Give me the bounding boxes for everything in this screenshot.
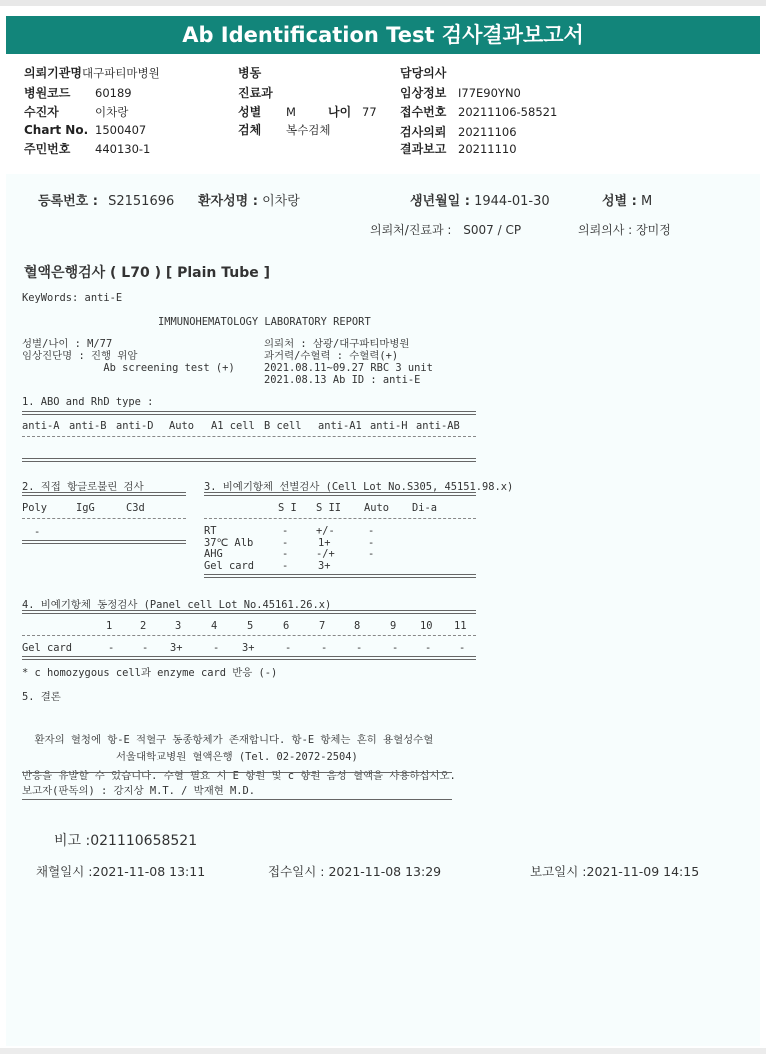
patient-value: 이차랑 — [95, 105, 129, 119]
panel-header: 2 — [140, 620, 147, 632]
report-date-value: 2021-11-09 14:15 — [586, 864, 700, 879]
dob-value: 1944-01-30 — [474, 194, 550, 209]
screen-cell: - — [368, 525, 375, 537]
panel-header: 5 — [247, 620, 254, 632]
screen-cell: 3+ — [318, 559, 331, 572]
header-dept-row — [238, 84, 273, 101]
panel-note: * c homozygous cell과 enzyme card 반응 (-) — [22, 667, 278, 679]
panel-title: 4. 비예기항체 동정검사 (Panel cell Lot No.45161.26.x) — [22, 599, 332, 611]
header-clinical-row — [400, 84, 521, 101]
report-title: Ab Identification Test 검사결과보고서 — [6, 16, 760, 54]
info-diagnosis: 임상진단명 : 진행 위암 — [22, 350, 138, 362]
abo-header: anti-A1 — [318, 420, 362, 432]
registration-value: S2151696 — [108, 194, 175, 209]
screen-cell: - — [282, 536, 289, 549]
panel-cell: - — [285, 642, 292, 654]
screen-cell: - — [282, 525, 289, 537]
request-date-value: 20211106 — [458, 125, 517, 139]
panel-row-label: Gel card — [22, 642, 73, 654]
panel-header: 3 — [175, 620, 182, 632]
dat-header: C3d — [126, 502, 145, 514]
conclusion-line: 환자의 혈청에 항-E 적혈구 동종항체가 존재합니다. 항-E 항체는 흔히 용혈성수혈 — [22, 734, 434, 746]
report-sex-value: M — [640, 194, 653, 209]
dat-header: Poly — [22, 502, 48, 514]
screen-cell: +/- — [316, 525, 335, 537]
receive-value: 2021-11-08 13:29 — [328, 864, 442, 879]
panel-header: 9 — [390, 620, 397, 632]
divider — [22, 492, 186, 496]
panel-cell: 3+ — [242, 642, 255, 654]
ssn-value: 440130-1 — [95, 142, 151, 156]
specimen-label: 검체 — [238, 123, 262, 137]
header-ssn-row — [24, 140, 150, 157]
receipt-no-label: 접수번호 — [400, 105, 447, 119]
panel-cell: - — [108, 642, 115, 654]
info-right — [264, 338, 433, 386]
header-ward-row — [238, 64, 261, 81]
header-request-row — [400, 123, 517, 140]
patient-name-row — [198, 190, 300, 209]
result-date-label: 결과보고 — [400, 142, 447, 156]
abo-header: anti-A — [22, 420, 60, 432]
hospital-value: 대구파티마병원 — [82, 66, 160, 80]
divider — [22, 799, 452, 800]
remark-row — [54, 830, 197, 850]
dat-poly-value: - — [34, 526, 41, 538]
abo-header: A1 cell — [211, 420, 255, 432]
abo-header: anti-B — [69, 420, 107, 432]
divider — [22, 635, 476, 636]
sex-label: 성별 — [238, 105, 262, 119]
report-doctor-value: 장미정 — [636, 223, 671, 237]
doctor-label: 담당의사 — [400, 66, 447, 80]
screen-row-label: RT — [204, 525, 217, 537]
header-result-row — [400, 140, 517, 157]
report-doctor-label: 의뢰의사 : — [578, 223, 633, 237]
dob-row — [410, 190, 550, 209]
abo-title: 1. ABO and RhD type : — [22, 396, 154, 408]
abo-header: Auto — [169, 420, 195, 432]
screen-cell: - — [282, 548, 289, 560]
info-rbc: 2021.08.11~09.27 RBC 3 unit — [264, 362, 433, 374]
hospital-code-label: 병원코드 — [24, 86, 71, 100]
divider — [22, 772, 452, 773]
registration-row — [38, 190, 174, 209]
info-screening: Ab screening test (+) — [22, 362, 235, 374]
patient-name-value: 이차랑 — [262, 194, 300, 209]
screen-row — [204, 538, 476, 550]
clinical-info-value: I77E90YN0 — [458, 86, 521, 100]
chart-no-label: Chart No. — [24, 123, 89, 137]
info-requester: 의뢰처 : 삼광/대구파티마병원 — [264, 338, 410, 350]
section-title: 혈액은행검사 ( L70 ) [ Plain Tube ] — [24, 265, 271, 281]
dept-label: 진료과 — [238, 86, 273, 100]
receive-row — [268, 862, 441, 880]
specimen-value: 복수검체 — [286, 123, 331, 137]
screen-row — [204, 561, 476, 573]
screen-header: Di-a — [412, 502, 438, 514]
lab-report-title: IMMUNOHEMATOLOGY LABORATORY REPORT — [158, 316, 371, 328]
report-sex-label: 성별 : — [602, 194, 637, 209]
divider — [22, 540, 186, 544]
screen-title: 3. 비예기항체 선별검사 (Cell Lot No.S305, 45151.98.x) — [204, 481, 514, 493]
panel-cell: 3+ — [170, 642, 183, 654]
screen-cell: - — [282, 559, 289, 572]
header-code-row — [24, 84, 132, 101]
reporter: 보고자(판독의) : 강지상 M.T. / 박재현 M.D. — [22, 785, 256, 797]
result-date-value: 20211110 — [458, 142, 517, 156]
remark-value: 021110658521 — [90, 833, 198, 849]
screen-cell: -/+ — [316, 548, 335, 560]
header-sex-age-row — [238, 103, 377, 120]
ward-label: 병동 — [238, 66, 262, 80]
report-date-label: 보고일시 : — [530, 864, 587, 879]
age-value: 77 — [362, 105, 377, 119]
panel-header: 7 — [319, 620, 326, 632]
dob-label: 생년월일 : — [410, 194, 470, 209]
panel-cell: - — [213, 642, 220, 654]
divider — [22, 458, 476, 462]
panel-header: 8 — [354, 620, 361, 632]
ssn-label: 주민번호 — [24, 142, 71, 156]
bottom-edge — [0, 1048, 766, 1054]
panel-cell: - — [459, 642, 466, 654]
screen-cell: 1+ — [318, 536, 331, 549]
screen-cell: - — [368, 536, 375, 549]
abo-header: anti-D — [116, 420, 154, 432]
hospital-label: 의뢰기관명 — [24, 66, 82, 80]
screen-header: S I — [278, 502, 297, 514]
sex-value: M — [286, 105, 296, 119]
screen-header: S II — [316, 502, 342, 514]
panel-cell: - — [356, 642, 363, 654]
panel-header: 10 — [420, 620, 433, 632]
patient-name-label: 환자성명 : — [198, 194, 258, 209]
panel-header-row — [22, 620, 476, 634]
collect-value: 2021-11-08 13:11 — [92, 864, 206, 879]
header-receipt-row — [400, 103, 557, 120]
report-dept-value: S007 / CP — [463, 223, 522, 237]
header-patient-row — [24, 103, 128, 120]
abo-header: anti-H — [370, 420, 408, 432]
divider — [22, 411, 476, 415]
age-label: 나이 — [328, 105, 352, 119]
divider — [204, 518, 476, 519]
panel-header: 4 — [211, 620, 218, 632]
conclusion-line: 반응을 유발할 수 있습니다. 수혈 필요 시 E 항원 및 c 항원 음성 혈액을 사용하십시오. — [22, 770, 456, 782]
header-doctor-row — [400, 64, 446, 81]
hospital-code-value: 60189 — [95, 86, 132, 100]
screen-rows — [204, 526, 476, 572]
panel-header: 11 — [454, 620, 467, 632]
panel-cell: - — [142, 642, 149, 654]
info-history: 과거력/수혈력 : 수혈력(+) — [264, 350, 399, 362]
divider — [22, 656, 476, 660]
report-dept-row — [370, 221, 521, 238]
info-ab-id: 2021.08.13 Ab ID : anti-E — [264, 374, 421, 386]
info-sex-age: 성별/나이 : M/77 — [22, 338, 113, 350]
receive-label: 접수일시 : — [268, 864, 325, 879]
panel-result-row — [22, 642, 476, 656]
patient-label: 수진자 — [24, 105, 59, 119]
screen-cell: - — [368, 548, 375, 560]
keywords: KeyWords: anti-E — [22, 292, 123, 304]
conclusion-title: 5. 결론 — [22, 691, 61, 703]
receipt-no-value: 20211106-58521 — [458, 105, 558, 119]
divider — [204, 574, 476, 578]
registration-label: 등록번호 : — [38, 194, 98, 209]
dat-header: IgG — [76, 502, 95, 514]
screen-row-label: AHG — [204, 548, 223, 560]
abo-header: anti-AB — [416, 420, 460, 432]
panel-cell: - — [392, 642, 399, 654]
divider — [22, 518, 186, 519]
screen-header: Auto — [364, 502, 390, 514]
report-date-row — [530, 862, 699, 880]
remark-label: 비고 : — [54, 833, 91, 849]
dat-title: 2. 직접 항글로불린 검사 — [22, 481, 144, 493]
collect-row — [36, 862, 205, 880]
panel-cell: - — [321, 642, 328, 654]
panel-header: 6 — [283, 620, 290, 632]
screen-row-label: 37℃ Alb — [204, 536, 254, 549]
chart-no-value: 1500407 — [95, 123, 147, 137]
report-doctor-row — [578, 221, 671, 238]
abo-header: B cell — [264, 420, 302, 432]
panel-cell: - — [425, 642, 432, 654]
request-date-label: 검사의뢰 — [400, 125, 447, 139]
report-sex-row — [602, 190, 652, 209]
divider — [204, 492, 476, 496]
header-specimen-row — [238, 121, 330, 138]
panel-header: 1 — [106, 620, 113, 632]
info-left — [22, 338, 235, 374]
header-chart-row — [24, 123, 146, 137]
divider — [22, 610, 476, 614]
collect-label: 채혈일시 : — [36, 864, 93, 879]
divider — [22, 436, 476, 437]
clinical-info-label: 임상정보 — [400, 86, 447, 100]
header-hospital-row — [24, 64, 160, 81]
hospital-contact: 서울대학교병원 혈액은행 (Tel. 02-2072-2504) — [116, 751, 358, 763]
report-dept-label: 의뢰처/진료과 : — [370, 223, 452, 237]
screen-row-label: Gel card — [204, 559, 255, 572]
scanned-report — [6, 174, 760, 1046]
